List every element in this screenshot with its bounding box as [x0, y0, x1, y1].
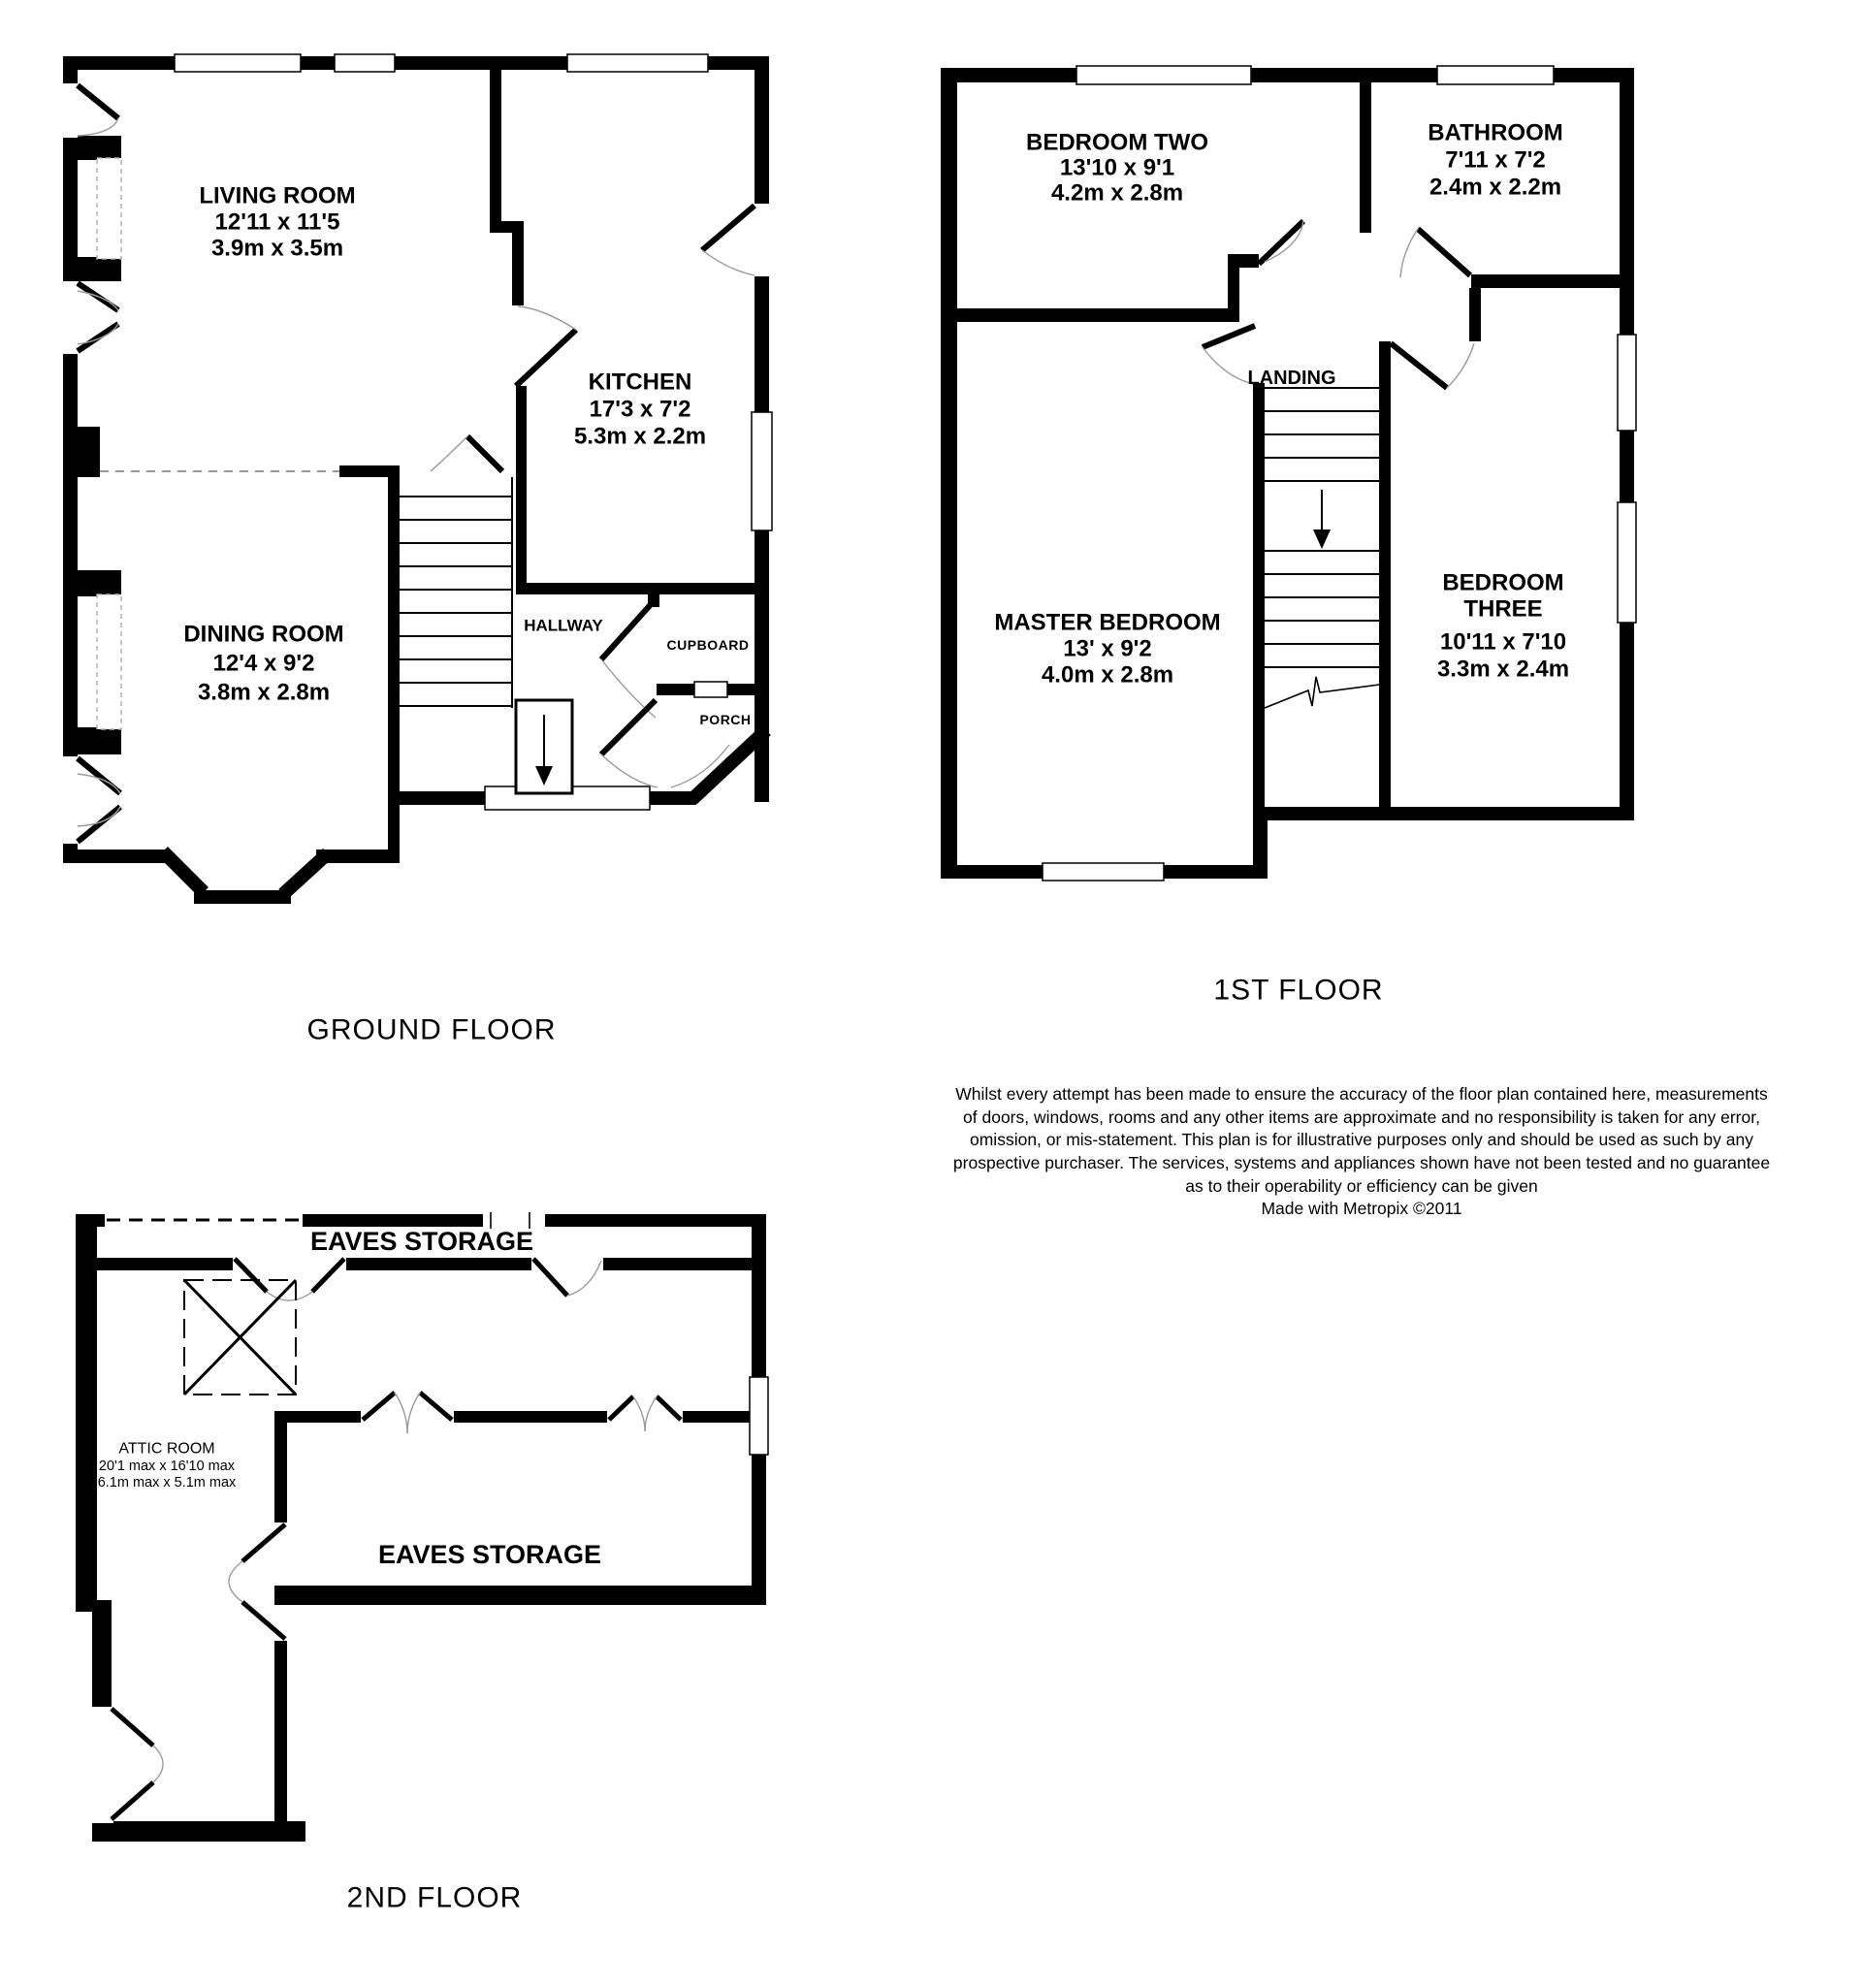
- door-arc: [267, 1292, 312, 1300]
- second-floor-plan: [76, 1212, 768, 1914]
- door-arc: [1203, 347, 1253, 384]
- window: [567, 54, 708, 72]
- room-dim-metric-bathroom: 2.4m x 2.2m: [1429, 174, 1562, 201]
- door-leaf: [112, 1709, 153, 1746]
- window: [1043, 863, 1164, 881]
- room-dim-imperial-living-room: 12'11 x 11'5: [214, 208, 340, 236]
- disclaimer-line: prospective purchaser. The services, systems and appliances shown have not been tested and no guarantee: [952, 1153, 1771, 1172]
- room-dim-metric-dining-room: 3.8m x 2.8m: [197, 679, 331, 706]
- door-arc: [1447, 343, 1474, 388]
- window: [97, 594, 121, 729]
- door-arc: [78, 118, 118, 136]
- window: [97, 158, 121, 259]
- room-label-bedroom-two: BEDROOM TWO: [1026, 129, 1208, 156]
- first-labels: [994, 120, 1569, 689]
- room-label-dining-room: DINING ROOM: [183, 621, 344, 648]
- door-leaf: [467, 436, 502, 471]
- window: [175, 54, 301, 72]
- door-leaf: [112, 1782, 153, 1819]
- door-leaf: [1203, 326, 1255, 347]
- room-dim-imperial-bathroom: 7'11 x 7'2: [1445, 146, 1546, 174]
- ground-floor-title: GROUND FLOOR: [306, 1013, 557, 1046]
- window: [1618, 502, 1636, 623]
- room-label-master-bedroom: MASTER BEDROOM: [994, 609, 1221, 636]
- room-dim-imperial-master-bedroom: 13' x 9'2: [1063, 635, 1152, 662]
- disclaimer-credit: Made with Metropix ©2011: [1261, 1199, 1462, 1218]
- room-dim-metric-attic-room: 6.1m max x 5.1m max: [97, 1475, 237, 1491]
- door-arc: [1400, 229, 1418, 277]
- door-arc: [601, 754, 658, 787]
- room-label-hallway: HALLWAY: [524, 616, 603, 635]
- room-label-eaves-storage-top: EAVES STORAGE: [309, 1227, 534, 1256]
- room-label-bedroom-three-line2: THREE: [1463, 595, 1543, 623]
- window: [1437, 66, 1554, 84]
- disclaimer-line: of doors, windows, rooms and any other items are approximate and no responsibility is taken for any error,: [963, 1107, 1760, 1127]
- window: [752, 412, 772, 530]
- door-leaf: [1391, 343, 1447, 388]
- room-dim-metric-master-bedroom: 4.0m x 2.8m: [1041, 661, 1174, 689]
- room-label-attic-room: ATTIC ROOM: [118, 1440, 215, 1458]
- window: [750, 1377, 768, 1455]
- door-leaf: [601, 601, 654, 659]
- room-dim-imperial-dining-room: 12'4 x 9'2: [212, 650, 315, 677]
- window: [1618, 335, 1636, 431]
- door-arc: [229, 1561, 242, 1602]
- second-floor-title: 2ND FLOOR: [346, 1881, 523, 1914]
- room-label-kitchen: KITCHEN: [588, 369, 692, 396]
- disclaimer-line: as to their operability or efficiency can be given: [1185, 1176, 1538, 1196]
- door-leaf: [78, 758, 120, 793]
- door-arc: [518, 306, 576, 330]
- ground-labels: [183, 183, 751, 728]
- stair-break-line: [1265, 677, 1379, 708]
- ground-walls: [63, 56, 769, 904]
- door-leaf: [78, 85, 118, 118]
- door-arc: [153, 1746, 163, 1782]
- door-leaf: [1418, 229, 1470, 275]
- down-arrow-icon: [1313, 529, 1331, 549]
- room-label-landing: LANDING: [1247, 368, 1336, 389]
- room-label-cupboard: CUPBOARD: [666, 637, 750, 653]
- room-label-living-room: LIVING ROOM: [199, 182, 356, 209]
- door-leaf: [242, 1524, 285, 1561]
- ground-doors: [78, 85, 754, 842]
- first-floor-title: 1ST FLOOR: [1213, 974, 1384, 1007]
- room-dim-imperial-attic-room: 20'1 max x 16'10 max: [98, 1459, 236, 1474]
- door-leaf: [78, 807, 120, 842]
- room-dim-imperial-bedroom-two: 13'10 x 9'1: [1059, 154, 1175, 181]
- second-labels: [98, 1227, 601, 1569]
- door-leaf: [702, 206, 754, 250]
- first-stairs: [1265, 388, 1379, 708]
- room-dim-imperial-bedroom-three: 10'11 x 7'10: [1439, 628, 1567, 656]
- door-arc: [431, 436, 467, 471]
- window: [335, 54, 395, 72]
- room-label-bathroom: BATHROOM: [1428, 119, 1563, 146]
- window: [1076, 66, 1251, 84]
- room-dim-metric-bedroom-two: 4.2m x 2.8m: [1050, 179, 1184, 207]
- room-label-eaves-storage-lower: EAVES STORAGE: [377, 1540, 602, 1569]
- disclaimer-line: Whilst every attempt has been made to ensure the accuracy of the floor plan contained here, measurements: [955, 1084, 1768, 1104]
- disclaimer-line: omission, or mis-statement. This plan is for illustrative purposes only and should be used as such by any: [970, 1130, 1753, 1149]
- door-leaf: [1259, 221, 1303, 264]
- room-dim-metric-bedroom-three: 3.3m x 2.4m: [1436, 656, 1570, 683]
- room-dim-metric-living-room: 3.9m x 3.5m: [210, 235, 344, 262]
- room-dim-metric-kitchen: 5.3m x 2.2m: [573, 423, 707, 450]
- ground-floor-plan: [61, 54, 772, 1046]
- door-leaf: [78, 324, 118, 351]
- second-walls: [76, 1212, 766, 1842]
- first-doors: [1203, 221, 1474, 388]
- room-dim-imperial-kitchen: 17'3 x 7'2: [589, 396, 691, 423]
- room-label-bedroom-three-line1: BEDROOM: [1442, 569, 1564, 596]
- door-arc: [702, 250, 754, 275]
- door-leaf: [516, 330, 576, 386]
- disclaimer-block: [953, 1084, 1770, 1218]
- door-leaf: [242, 1602, 285, 1639]
- window: [694, 682, 727, 697]
- first-floor-plan: [941, 66, 1636, 1007]
- ground-stairs: [400, 477, 572, 793]
- door-leaf: [601, 700, 656, 754]
- room-label-porch: PORCH: [699, 712, 752, 727]
